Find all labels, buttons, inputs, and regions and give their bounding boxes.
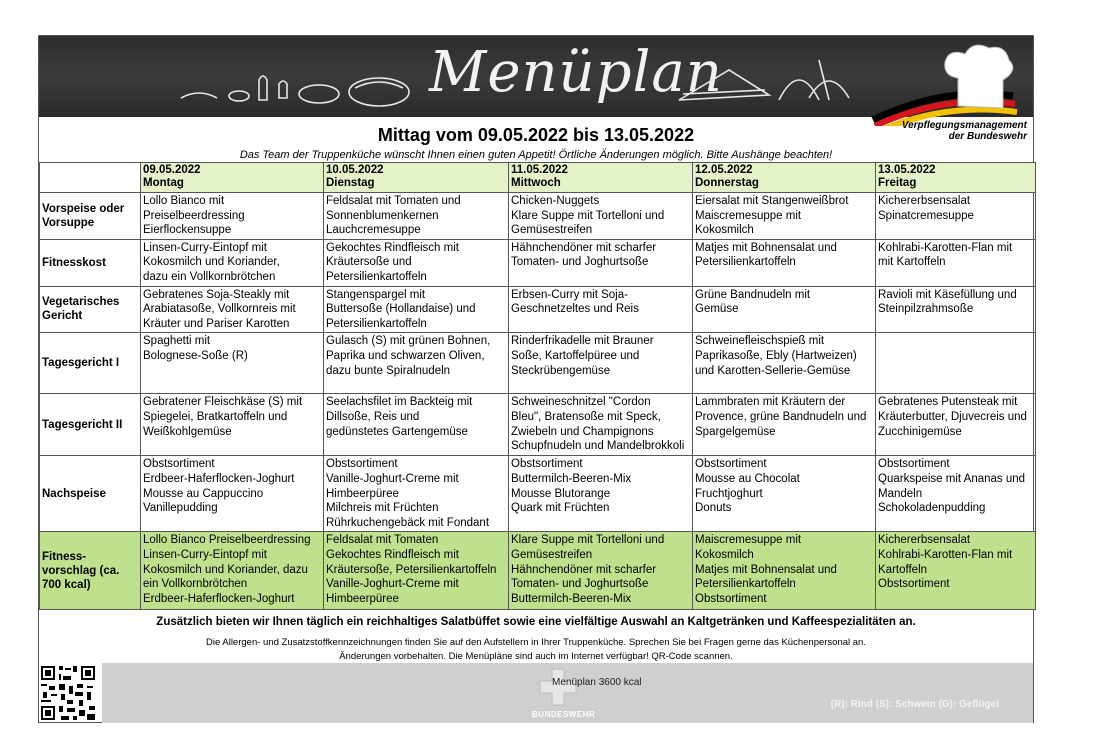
- day-date: 12.05.2022: [695, 164, 753, 176]
- menu-table: [39, 162, 1036, 610]
- row-label: Vorspeise oder Vorsuppe: [40, 193, 141, 240]
- menu-item: Schweinefleischspieß mit: [695, 335, 825, 348]
- menu-cell: [693, 394, 876, 456]
- menu-item: Gemüse: [695, 303, 739, 316]
- row-label: Vegetarisches Gericht: [40, 286, 141, 333]
- menu-item: Provence, grüne Bandnudeln und: [695, 410, 867, 423]
- menu-cell: [509, 394, 693, 456]
- menu-item: Matjes mit Bohnensalat und: [695, 241, 837, 254]
- menu-item: Eiersalat mit Stangenweißbrot: [695, 195, 849, 207]
- menu-item: Feldsalat mit Tomaten und: [326, 195, 461, 207]
- menu-cell: [876, 286, 1036, 333]
- menu-item: Geschnetzeltes und Reis: [511, 303, 639, 316]
- fitness-cell: [876, 532, 1036, 610]
- menu-cell: [693, 193, 876, 240]
- menu-item: dazu bunte Spiralnudeln: [326, 364, 451, 377]
- menu-item: Mandeln: [878, 487, 923, 500]
- bundeswehr-cross-icon: [538, 667, 578, 709]
- day-name: Montag: [143, 177, 184, 189]
- menu-cell: [324, 394, 509, 456]
- menu-cell: [141, 456, 324, 532]
- menu-item: Obstsortiment: [511, 458, 583, 471]
- menu-item: Erdbeer-Haferflocken-Joghurt: [143, 472, 295, 485]
- menu-item: Petersilienkartoffeln: [326, 317, 427, 330]
- day-date: 11.05.2022: [511, 164, 568, 176]
- menu-item: Kohlrabi-Karotten-Flan mit: [878, 548, 1013, 561]
- menu-item: Tomaten- und Joghurtsoße: [511, 578, 649, 591]
- menu-item: Bolognese-Soße (R): [143, 349, 248, 362]
- menu-item: Obstsortiment: [695, 458, 767, 471]
- row-label-fitness: Fitness-vorschlag (ca. 700 kcal): [40, 532, 141, 610]
- menu-item: Petersilienkartoffeln: [695, 578, 796, 591]
- menu-item: Stangenspargel mit: [326, 288, 426, 301]
- menu-item: Kartoffeln: [878, 563, 928, 576]
- menu-item: Gemüsestreifen: [511, 224, 593, 237]
- menu-item: Lauchcremesuppe: [326, 224, 421, 237]
- menu-item: Quarkspeise mit Ananas und: [878, 472, 1026, 485]
- menu-item: Vanille-Joghurt-Creme mit: [326, 578, 459, 591]
- menu-item: Himbeerpüree: [326, 487, 399, 500]
- menu-item: Matjes mit Bohnensalat und: [695, 563, 837, 576]
- menu-item: Kräuter und Pariser Karotten: [143, 317, 290, 330]
- day-date: 13.05.2022: [878, 164, 936, 176]
- menu-item: Sonnenblumenkernen: [326, 209, 439, 222]
- menu-item: Gekochtes Rindfleisch mit: [326, 241, 459, 254]
- food-sketch-icon: [179, 58, 419, 108]
- menu-sheet: [38, 35, 1034, 723]
- day-header-2: [509, 163, 693, 193]
- bundeswehr-label: BUNDESWEHR: [532, 710, 596, 719]
- menu-item: ein Vollkornbrötchen: [143, 578, 248, 591]
- menu-cell: [876, 239, 1036, 286]
- menu-item: Klare Suppe mit Tortelloni und: [511, 534, 665, 547]
- logo-line-2: der Bundeswehr: [948, 131, 1027, 142]
- menu-item: Kokosmilch und Koriander, dazu: [143, 563, 308, 576]
- day-name: Dienstag: [326, 177, 375, 189]
- day-header-row: [40, 163, 1036, 193]
- menu-row: [40, 333, 1036, 394]
- menu-cell: [141, 193, 324, 240]
- menu-item: Petersilienkartoffeln: [326, 270, 427, 283]
- corner-cell: [40, 163, 141, 193]
- menu-item: Obstsortiment: [878, 458, 950, 471]
- menu-item: Lollo Bianco mit: [143, 195, 225, 207]
- menu-item: Tomaten- und Joghurtsoße: [511, 256, 649, 269]
- menu-item: Maiscremesuppe mit: [695, 534, 802, 547]
- menu-item: mit Kartoffeln: [878, 256, 946, 269]
- menu-cell: [876, 333, 1036, 394]
- menu-cell: [693, 286, 876, 333]
- menu-item: Lammbraten mit Kräutern der: [695, 396, 846, 409]
- menu-item: Hähnchendöner mit scharfer: [511, 241, 657, 254]
- day-header-3: [693, 163, 876, 193]
- menu-item: Dillsoße, Reis und: [326, 410, 420, 423]
- menu-item: Paprikasoße, Ebly (Hartweizen): [695, 349, 857, 362]
- footer-info: [39, 636, 1033, 664]
- menu-item: Milchreis mit Früchten: [326, 502, 439, 515]
- menu-row: [40, 193, 1036, 240]
- day-date: 10.05.2022: [326, 164, 384, 176]
- menu-item: Kichererbsensalat: [878, 534, 971, 547]
- menu-cell: [324, 333, 509, 394]
- day-date: 09.05.2022: [143, 164, 201, 176]
- footer-changes-note: Änderungen vorbehalten. Die Menüpläne sind auch im Internet verfügbar! QR-Code scannen.: [339, 651, 733, 662]
- menu-item: Feldsalat mit Tomaten: [326, 534, 439, 547]
- meat-legend: (R): Rind (S): Schwein (G): Geflügel: [830, 699, 999, 710]
- menu-item: Schweineschnitzel "Cordon: [511, 396, 651, 409]
- menu-item: Obstsortiment: [143, 458, 215, 471]
- qr-code-icon[interactable]: [39, 664, 97, 722]
- menu-cell: [509, 193, 693, 240]
- row-label: Tagesgericht I: [40, 333, 141, 394]
- menu-item: Fruchtjoghurt: [695, 487, 763, 500]
- menu-cell: [876, 394, 1036, 456]
- menu-item: Schokoladenpudding: [878, 502, 986, 515]
- menu-row: [40, 456, 1036, 532]
- menu-item: Buttersoße (Hollandaise) und: [326, 303, 476, 316]
- menu-item: Vanille-Joghurt-Creme mit: [326, 472, 459, 485]
- menu-cell: [693, 456, 876, 532]
- menu-item: Spinatcremesuppe: [878, 209, 974, 222]
- menu-item: Kräutersoße und: [326, 256, 412, 269]
- kcal-label: Menüplan 3600 kcal: [552, 677, 642, 688]
- menu-item: Erbsen-Curry mit Soja-: [511, 288, 628, 301]
- menu-item: Buttermilch-Beeren-Mix: [511, 592, 632, 605]
- menu-item: Arabiatasoße, Vollkornreis mit: [143, 303, 296, 316]
- menu-item: Kräuterbutter, Djuvecreis und: [878, 410, 1027, 423]
- menu-item: Preiselbeerdressing: [143, 209, 245, 222]
- menu-item: Gebratenes Putensteak mit: [878, 396, 1018, 409]
- menu-item: Erdbeer-Haferflocken-Joghurt: [143, 592, 295, 605]
- day-name: Mittwoch: [511, 177, 561, 189]
- page-subtitle: Das Team der Truppenküche wünscht Ihnen einen guten Appetit! Örtliche Änderungen möglich. Bitte Aushänge beachten!: [239, 149, 833, 161]
- menu-item: Gulasch (S) mit grünen Bohnen,: [326, 335, 491, 348]
- menu-item: Mousse au Cappuccino: [143, 487, 264, 500]
- menu-item: Obstsortiment: [695, 592, 767, 605]
- menu-item: Kohlrabi-Karotten-Flan mit: [878, 241, 1013, 254]
- menu-item: Hähnchendöner mit scharfer: [511, 563, 657, 576]
- menu-item: Kokosmilch und Koriander,: [143, 256, 280, 269]
- day-header-4: [876, 163, 1036, 193]
- menu-item: dazu ein Vollkornbrötchen: [143, 270, 276, 283]
- menu-item: Steinpilzrahmsoße: [878, 303, 974, 316]
- day-header-0: [141, 163, 324, 193]
- menu-item: Kokosmilch: [695, 548, 754, 561]
- day-name: Donnerstag: [695, 177, 759, 189]
- page-title: Mittag vom 09.05.2022 bis 13.05.2022: [377, 125, 695, 145]
- menu-cell: [324, 193, 509, 240]
- menu-item: Ravioli mit Käsefüllung und: [878, 288, 1017, 301]
- menu-item: Bleu", Bratensoße mit Speck,: [511, 410, 661, 423]
- menu-item: Mousse au Chocolat: [695, 472, 800, 485]
- fitness-cell: [141, 532, 324, 610]
- day-header-1: [324, 163, 509, 193]
- menu-item: Weißkohlgemüse: [143, 425, 232, 438]
- menu-cell: [324, 456, 509, 532]
- menu-cell: [141, 394, 324, 456]
- menu-item: Zucchinigemüse: [878, 425, 962, 438]
- menu-item: Buttermilch-Beeren-Mix: [511, 472, 632, 485]
- menu-cell: [509, 286, 693, 333]
- menu-item: Rinderfrikadelle mit Brauner: [511, 335, 654, 348]
- footer-bar: [102, 663, 1033, 723]
- menu-cell: [693, 239, 876, 286]
- menu-cell: [141, 239, 324, 286]
- menu-item: Donuts: [695, 502, 732, 515]
- menu-item: Lollo Bianco Preiselbeerdressing: [143, 534, 311, 547]
- menu-item: Grüne Bandnudeln mit: [695, 288, 811, 301]
- menu-cell: [141, 333, 324, 394]
- menu-item: Maiscremesuppe mit: [695, 209, 802, 222]
- menu-cell: [141, 286, 324, 333]
- menu-item: Klare Suppe mit Tortelloni und: [511, 209, 665, 222]
- menu-item: Eierflockensuppe: [143, 224, 232, 237]
- menu-item: Spaghetti mit: [143, 335, 211, 348]
- menu-item: Obstsortiment: [326, 458, 398, 471]
- row-label: Nachspeise: [40, 456, 141, 532]
- menu-item: Seelachsfilet im Backteig mit: [326, 396, 473, 409]
- menu-item: Chicken-Nuggets: [511, 195, 600, 207]
- menu-item: Linsen-Curry-Eintopf mit: [143, 241, 267, 254]
- menu-item: Spargelgemüse: [695, 425, 776, 438]
- menu-item: Petersilienkartoffeln: [695, 256, 796, 269]
- fitness-cell: [693, 532, 876, 610]
- menu-item: Zwiebeln und Champignons: [511, 425, 654, 438]
- menu-item: Rührkuchengebäck mit Fondant: [326, 516, 490, 529]
- footer-salad-note: Zusätzlich bieten wir Ihnen täglich ein reichhaltiges Salatbüffet sowie eine vielfältige Auswahl an Kaltgetränken und Kaffeespezialitäten an.: [156, 616, 916, 628]
- menu-item: Gekochtes Rindfleisch mit: [326, 548, 459, 561]
- menu-item: Gebratenes Soja-Steakly mit: [143, 288, 290, 301]
- menu-cell: [509, 333, 693, 394]
- menu-item: und Karotten-Sellerie-Gemüse: [695, 364, 851, 377]
- menu-item: Kichererbsensalat: [878, 195, 971, 207]
- menu-item: Obstsortiment: [878, 578, 950, 591]
- menu-cell: [324, 239, 509, 286]
- menu-cell: [693, 333, 876, 394]
- chef-hat-flag-logo: [863, 36, 1033, 126]
- fitness-cell: [509, 532, 693, 610]
- logo-line-1: Verpflegungsmanagement: [901, 120, 1027, 131]
- banner-title: Menüplan: [429, 40, 723, 105]
- menu-row: [40, 239, 1036, 286]
- menu-item: Soße, Kartoffelpüree und: [511, 349, 640, 362]
- sandwich-icon: [669, 50, 869, 110]
- menu-item: Steckrübengemüse: [511, 364, 611, 377]
- menu-item: Quark mit Früchten: [511, 502, 610, 515]
- fitness-row: [40, 532, 1036, 610]
- menu-item: Vanillepudding: [143, 502, 218, 515]
- menu-item: Gemüsestreifen: [511, 548, 593, 561]
- menu-item: Gebratener Fleischkäse (S) mit: [143, 396, 303, 409]
- fitness-cell: [324, 532, 509, 610]
- menu-cell: [509, 239, 693, 286]
- menu-cell: [509, 456, 693, 532]
- row-label: Fitnesskost: [40, 239, 141, 286]
- menu-row: [40, 286, 1036, 333]
- menu-item: Himbeerpüree: [326, 592, 399, 605]
- menu-item: Schupfnudeln und Mandelbrokkoli: [511, 440, 685, 453]
- menu-item: gedünstetes Gartengemüse: [326, 425, 468, 438]
- menu-cell: [876, 193, 1036, 240]
- menu-item: Kokosmilch: [695, 224, 754, 237]
- menu-row: [40, 394, 1036, 456]
- menu-item: Linsen-Curry-Eintopf mit: [143, 548, 267, 561]
- row-label: Tagesgericht II: [40, 394, 141, 456]
- menu-cell: [324, 286, 509, 333]
- menu-cell: [876, 456, 1036, 532]
- menu-item: Paprika und schwarzen Oliven,: [326, 349, 485, 362]
- menu-item: Mousse Blutorange: [511, 487, 611, 500]
- footer-allergen-note: Die Allergen- und Zusatzstoffkennzeichnungen finden Sie auf den Aufstellern in Ihrer Truppenküche. Sprechen Sie bei Fragen gerne das Küchenpersonal an.: [206, 637, 866, 648]
- menu-item: Spiegelei, Bratkartoffeln und: [143, 410, 288, 423]
- day-name: Freitag: [878, 177, 917, 189]
- menu-item: Kräutersoße, Petersilienkartoffeln: [326, 563, 497, 576]
